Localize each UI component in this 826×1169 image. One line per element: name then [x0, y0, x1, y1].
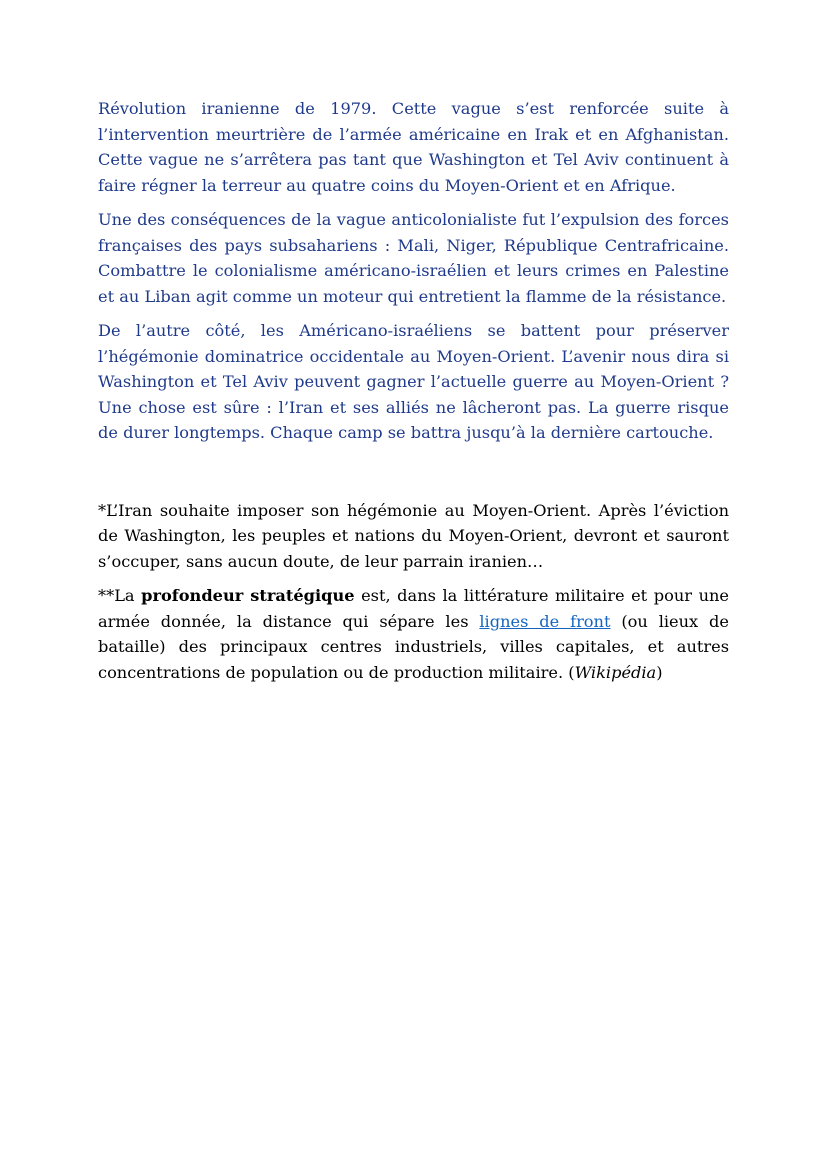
footnote-2-source: Wikipédia [574, 662, 657, 682]
body-paragraph-1: Révolution iranienne de 1979. Cette vague s’est renforcée suite à l’intervention meurtrière de l’armée américaine en Irak et en Afghanistan. Cette vague ne s’arrêtera pas tant que Washington et Tel Aviv continuent à faire régner la terreur au quatre coins du Moyen-Orient et en Afrique. [98, 99, 729, 195]
footnote-2-text-before-link: est, dans la littérature militaire et pour une armée donnée, la distance qui sépare les [98, 586, 729, 631]
footnote-2-closing: ) [656, 662, 663, 682]
lignes-de-front-link[interactable]: lignes de front [479, 611, 611, 631]
footnote-2-text-after-link: (ou lieux de bataille) des principaux centres industriels, villes capitales, et autres concentrations de population ou de production militaire. ( [98, 611, 729, 682]
footnote-2-prefix: **La [98, 586, 142, 605]
section-spacer [98, 455, 729, 498]
document-page [98, 96, 729, 694]
body-paragraph-2: Une des conséquences de la vague anticolonialiste fut l’expulsion des forces françaises des pays subsahariens : Mali, Niger, République Centrafricaine. Combattre le colonialisme américano-israélien et leurs crimes en Palestine et au Liban agit comme un moteur qui entretient la flamme de la résistance. [98, 210, 729, 306]
footnote-2 [98, 583, 729, 685]
footnote-2-term: profondeur stratégique [141, 586, 355, 605]
footnote-1: *L’Iran souhaite imposer son hégémonie au Moyen-Orient. Après l’éviction de Washington, les peuples et nations du Moyen-Orient, devront et sauront s’occuper, sans aucun doute, de leur parrain iranien… [98, 500, 729, 571]
body-paragraph-3: De l’autre côté, les Américano-israéliens se battent pour préserver l’hégémonie dominatrice occidentale au Moyen-Orient. L’avenir nous dira si Washington et Tel Aviv peuvent gagner l’actuelle guerre au Moyen-Orient ? Une chose est sûre : l’Iran et ses alliés ne lâcheront pas. La guerre risque de durer longtemps. Chaque camp se battra jusqu’à la dernière cartouche. [98, 321, 729, 442]
